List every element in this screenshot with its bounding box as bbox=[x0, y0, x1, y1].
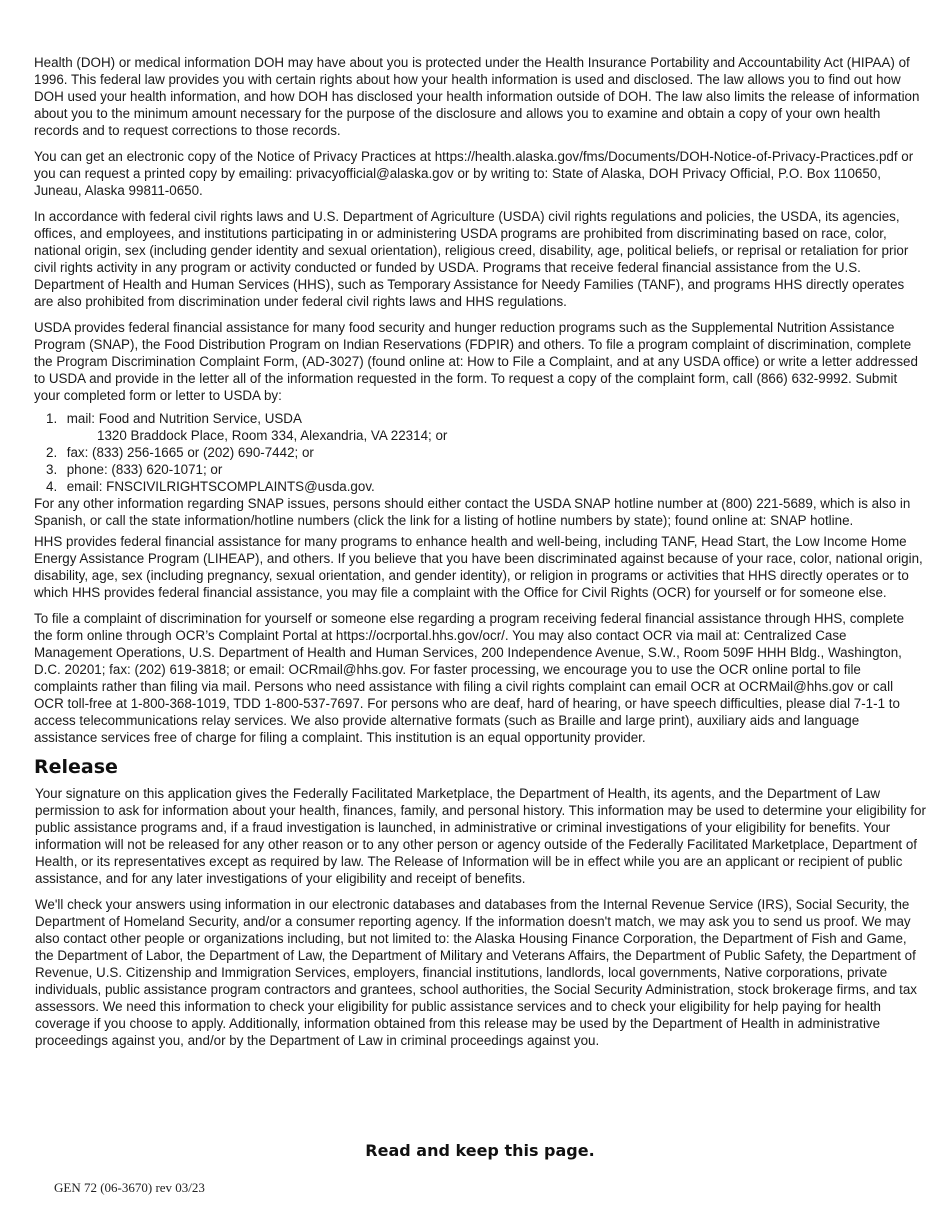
list-item-text: mail: Food and Nutrition Service, USDA bbox=[66, 411, 302, 426]
list-item-number: 1. bbox=[46, 411, 58, 426]
hhs-paragraph: HHS provides federal financial assistance for many programs to enhance health and well-being, including TANF, Head Start, the Low Income Home Energy Assistance Program (LIHEAP), and others. If you believe that you have been discriminated against because of your race, color, national origin, disability, age, sex (including pregnancy, sexual orientation, and gender identity), or religion in programs or activities that HHS directly operates or to which HHS provides federal financial assistance, you may file a complaint with the Office for Civil Rights (OCR) for yourself or for someone else. bbox=[34, 534, 923, 600]
usda-complaint-paragraph: USDA provides federal financial assistance for many food security and hunger reduction programs such as the Supplemental Nutrition Assistance Program (SNAP), the Food Distribution Program on Indian Reservations (FDPIR) and others. To file a program complaint of discrimination, complete the Program Discrimination Complaint Form, (AD-3027) (found online at: How to File a Complaint, and at any USDA office) or write a letter addressed to USDA and provide in the letter all of the information requested in the form. To request a copy of the complaint form, call (866) 632-9992. Submit your completed form or letter to USDA by: bbox=[34, 320, 918, 403]
release-paragraph-1: Your signature on this application gives the Federally Facilitated Marketplace, the Department of Health, its agents, and the Department of Law permission to ask for information about your health, finances, family, and personal history. This information may be used to determine your eligibility for public assistance programs and, if a fraud investigation is launched, in administrative or criminal investigations of your eligibility for benefits. Your information will not be released for any other reason or to any other person or agency outside of the Federally Facilitated Marketplace, Department of Health, or its representatives except as required by law. The Release of Information will be in effect while you are an applicant or recipient of public assistance, and for any later investigations of your eligibility and receipt of benefits. bbox=[35, 786, 926, 886]
list-item-text: fax: (833) 256-1665 or (202) 690-7442; or bbox=[66, 445, 314, 460]
form-number: GEN 72 (06-3670) rev 03/23 bbox=[54, 1180, 205, 1195]
list-item bbox=[34, 478, 926, 495]
list-item-text: phone: (833) 620-1071; or bbox=[66, 462, 223, 477]
list-item-number: 4. bbox=[46, 479, 58, 494]
civil-rights-paragraph: In accordance with federal civil rights laws and U.S. Department of Agriculture (USDA) civil rights regulations and policies, the USDA, its agencies, offices, and employees, and institutions participating in or administering USDA programs are prohibited from discriminating based on race, color, national origin, sex (including gender identity and sexual orientation), religious creed, disability, age, political beliefs, or reprisal or retaliation for prior civil rights activity in any program or activity conducted or funded by USDA. Programs that receive federal financial assistance from the U.S. Department of Health and Human Services (HHS), such as Temporary Assistance for Needy Families (TANF), and programs HHS directly operates are also prohibited from discrimination under federal civil rights laws and HHS regulations. bbox=[34, 209, 909, 309]
list-item-number: 2. bbox=[46, 445, 58, 460]
list-item-text: email: FNSCIVILRIGHTSCOMPLAINTS@usda.gov. bbox=[66, 479, 375, 494]
snap-paragraph: For any other information regarding SNAP issues, persons should either contact the USDA SNAP hotline number at (800) 221-5689, which is also in Spanish, or call the state information/hotline numbers (click the link for a listing of hotline numbers by state); found online at: SNAP hotline. bbox=[34, 496, 911, 528]
release-section bbox=[34, 755, 926, 1049]
list-item-number: 3. bbox=[46, 462, 58, 477]
list-item bbox=[34, 410, 926, 444]
list-item bbox=[34, 444, 926, 461]
release-heading: Release bbox=[34, 756, 118, 778]
keep-page-notice: Read and keep this page. bbox=[365, 1141, 595, 1160]
hipaa-paragraph: Health (DOH) or medical information DOH may have about you is protected under the Health Insurance Portability and Accountability Act (HIPAA) of 1996. This federal law provides you with certain rights about how your health information is used and disclosed. The law allows you to find out how DOH used your health information, and how DOH has disclosed your health information outside of DOH. The law also limits the release of information about you to the minimum amount necessary for the purpose of the disclosure and allows you to examine and obtain a copy of your own health records and to request corrections to those records. bbox=[34, 55, 920, 138]
release-paragraph-2: We'll check your answers using information in our electronic databases and databases from the Internal Revenue Service (IRS), Social Security, the Department of Homeland Security, and/or a consumer reporting agency. If the information doesn't match, we may ask you to send us proof. We may also contact other people or organizations including, but not limited to: the Alaska Housing Finance Corporation, the Department of Fish and Game, the Department of Labor, the Department of Law, the Department of Military and Veterans Affairs, the Department of Public Safety, the Department of Revenue, U.S. Citizenship and Immigration Services, employers, financial institutions, landlords, local governments, Native corporations, private individuals, public assistance program contractors and grantees, school authorities, the Social Security Administration, stock brokerage firms, and tax assessors. We need this information to check your eligibility for public assistance services and to check your eligibility for help paying for health coverage if you choose to apply. Additionally, information obtained from this release may be used by the Department of Health in administrative proceedings against you, and/or by the Department of Law in criminal proceedings against you. bbox=[35, 897, 917, 1048]
submission-methods-list bbox=[34, 410, 926, 495]
privacy-notice-paragraph: You can get an electronic copy of the Notice of Privacy Practices at https://health.alaska.gov/fms/Documents/DOH-Notice-of-Privacy-Practices.pdf or you can request a printed copy by emailing: privacyofficial@alaska.gov or by writing to: State of Alaska, DOH Privacy Official, P.O. Box 110650, Juneau, Alaska 99811-0650. bbox=[34, 149, 914, 198]
list-item-subtext: 1320 Braddock Place, Room 334, Alexandria, VA 22314; or bbox=[97, 428, 448, 443]
ocr-paragraph: To file a complaint of discrimination for yourself or someone else regarding a program receiving federal financial assistance through HHS, complete the form online through OCR’s Complaint Portal at https://ocrportal.hhs.gov/ocr/. You may also contact OCR via mail at: Centralized Case Management Operations, U.S. Department of Health and Human Services, 200 Independence Avenue, S.W., Room 509F HHH Bldg., Washington, D.C. 20201; fax: (202) 619-3818; or email: OCRmail@hhs.gov. For faster processing, we encourage you to use the OCR online portal to file complaints rather than filing via mail. Persons who need assistance with filing a civil rights complaint can email OCR at OCRMail@hhs.gov or call OCR toll-free at 1-800-368-1019, TDD 1-800-537-7697. For persons who are deaf, hard of hearing, or have speech difficulties, please dial 7-1-1 to access telecommunications relay services. We also provide alternative formats (such as Braille and large print), auxiliary aids and language assistance services free of charge for filing a complaint. This institution is an equal opportunity provider. bbox=[34, 611, 905, 745]
list-item bbox=[34, 461, 926, 478]
